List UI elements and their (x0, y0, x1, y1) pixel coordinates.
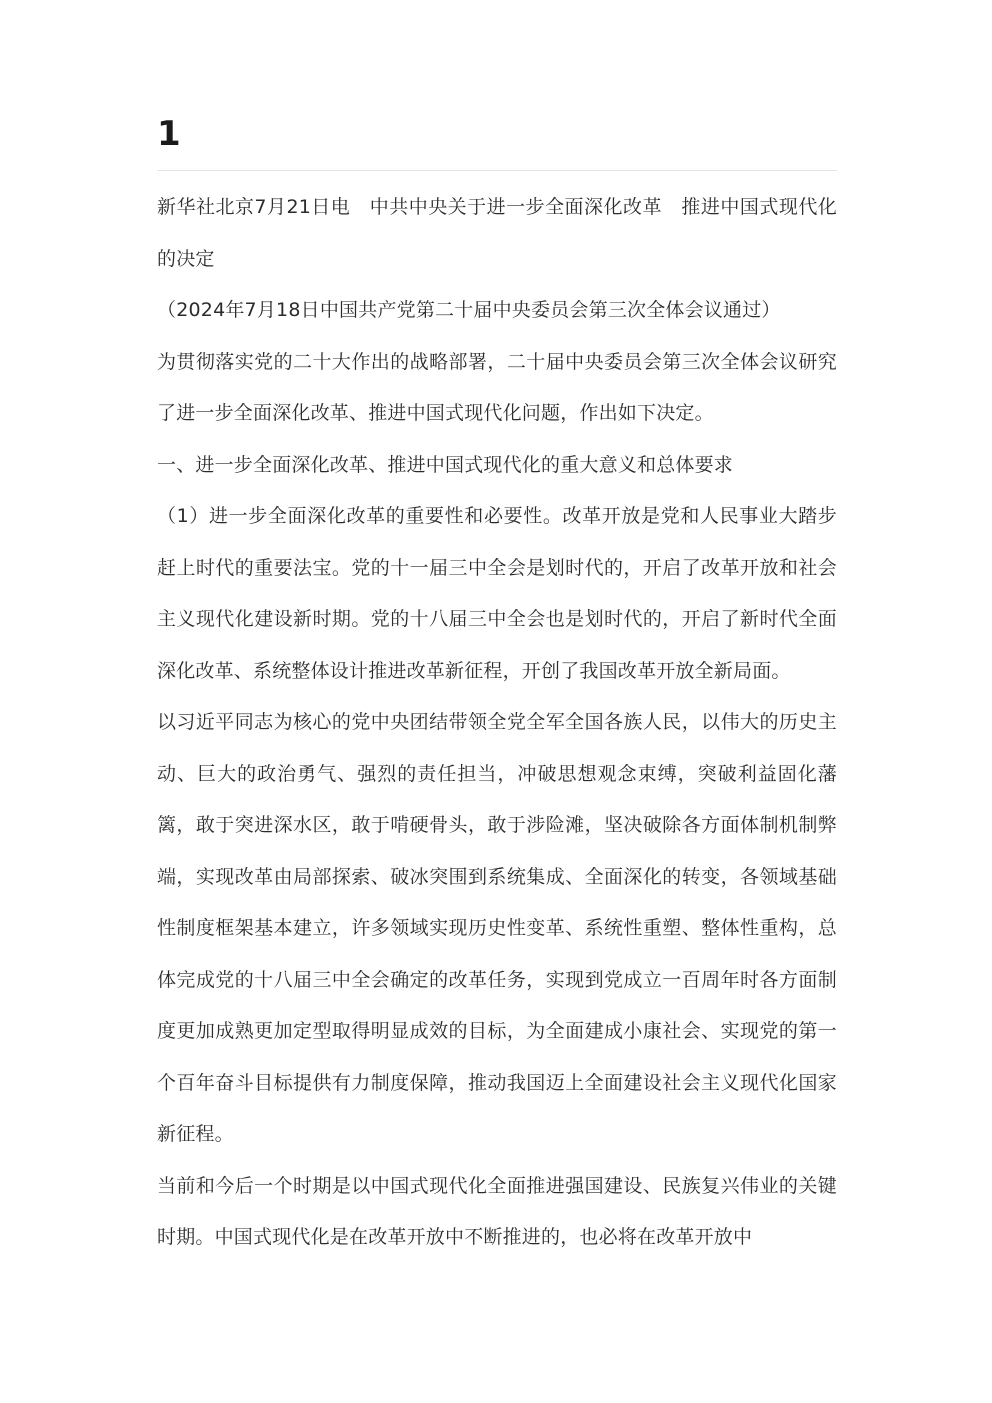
body-paragraph: （1）进一步全面深化改革的重要性和必要性。改革开放是党和人民事业大踏步赶上时代的重要法宝。党的十一届三中全会是划时代的，开启了改革开放和社会主义现代化建设新时期。党的十八届三中全会也是划时代的，开启了新时代全面深化改革、系统整体设计推进改革新征程，开创了我国改革开放全新局面。 (157, 505, 837, 682)
section-heading: 一、进一步全面深化改革、推进中国式现代化的重大意义和总体要求 (157, 453, 734, 476)
adoption-note: （2024年7月18日中国共产党第二十届中央委员会第三次全体会议通过） (157, 299, 781, 321)
page-heading: 1 (157, 114, 181, 154)
intro-paragraph: 为贯彻落实党的二十大作出的战略部署，二十届中央委员会第三次全体会议研究了进一步全面深化改革、推进中国式现代化问题，作出如下决定。 (157, 350, 837, 424)
body-paragraph: 以习近平同志为核心的党中央团结带领全党全军全国各族人民，以伟大的历史主动、巨大的政治勇气、强烈的责任担当，冲破思想观念束缚，突破利益固化藩篱，敢于突进深水区，敢于啃硬骨头，敢于涉险滩，坚决破除各方面体制机制弊端，实现改革由局部探索、破冰突围到系统集成、全面深化的转变，各领域基础性制度框架基本建立，许多领域实现历史性变革、系统性重塑、整体性重构，总体完成党的十八届三中全会确定的改革任务，实现到党成立一百周年时各方面制度更加成熟更加定型取得明显成效的目标，为全面建成小康社会、实现党的第一个百年奋斗目标提供有力制度保障，推动我国迈上全面建设社会主义现代化国家新征程。 (157, 711, 837, 1145)
document-page (157, 108, 837, 1264)
body-paragraph: 当前和今后一个时期是以中国式现代化全面推进强国建设、民族复兴伟业的关键时期。中国式现代化是在改革开放中不断推进的，也必将在改革开放中 (157, 1174, 837, 1248)
heading-divider (157, 170, 837, 171)
document-body (157, 182, 837, 1264)
news-dateline-title: 新华社北京7月21日电 中共中央关于进一步全面深化改革 推进中国式现代化的决定 (157, 196, 837, 270)
